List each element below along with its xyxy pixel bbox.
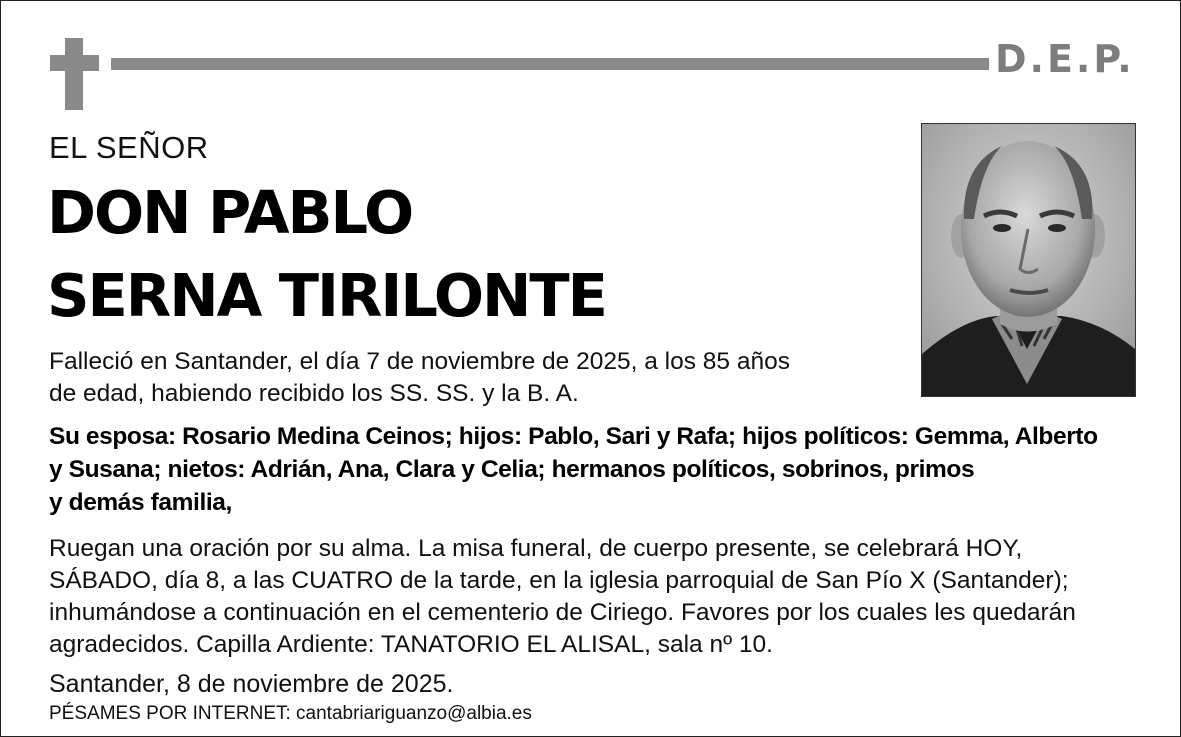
- ceremony-line: Ruegan una oración por su alma. La misa funeral, de cuerpo presente, se celebrará HOY,: [49, 535, 1023, 562]
- place-date: Santander, 8 de noviembre de 2025.: [49, 670, 454, 698]
- ceremony-line: SÁBADO, día 8, a las CUATRO de la tarde, en la iglesia parroquial de San Pío X (Santander);: [49, 567, 1069, 594]
- death-notice-line: de edad, habiendo recibido los SS. SS. y la B. A.: [49, 380, 579, 407]
- family-list: [49, 420, 1098, 519]
- deceased-name-line-1: DON PABLO: [47, 178, 413, 247]
- family-line: y demás familia,: [49, 489, 232, 516]
- ceremony-line: inhumándose a continuación en el cementerio de Ciriego. Favores por los cuales les quedarán: [49, 599, 1076, 626]
- dep-label: D.E.P.: [995, 37, 1135, 81]
- death-notice: [49, 346, 790, 410]
- ceremony-line: agradecidos. Capilla Ardiente: TANATORIO EL ALISAL, sala nº 10.: [49, 631, 773, 658]
- condolences-email: PÉSAMES POR INTERNET: cantabriariguanzo@albia.es: [49, 703, 532, 724]
- honorific: EL SEÑOR: [49, 130, 209, 165]
- deceased-name-line-2: SERNA TIRILONTE: [47, 261, 606, 330]
- ceremony-details: [49, 533, 1076, 661]
- portrait-photo: [921, 123, 1136, 397]
- death-notice-line: Falleció en Santander, el día 7 de noviembre de 2025, a los 85 años: [49, 348, 790, 375]
- header-rule: [111, 58, 989, 70]
- family-line: y Susana; nietos: Adrián, Ana, Clara y Celia; hermanos políticos, sobrinos, primos: [49, 456, 975, 483]
- family-line: Su esposa: Rosario Medina Ceinos; hijos: Pablo, Sari y Rafa; hijos políticos: Gemma, Alberto: [49, 423, 1098, 450]
